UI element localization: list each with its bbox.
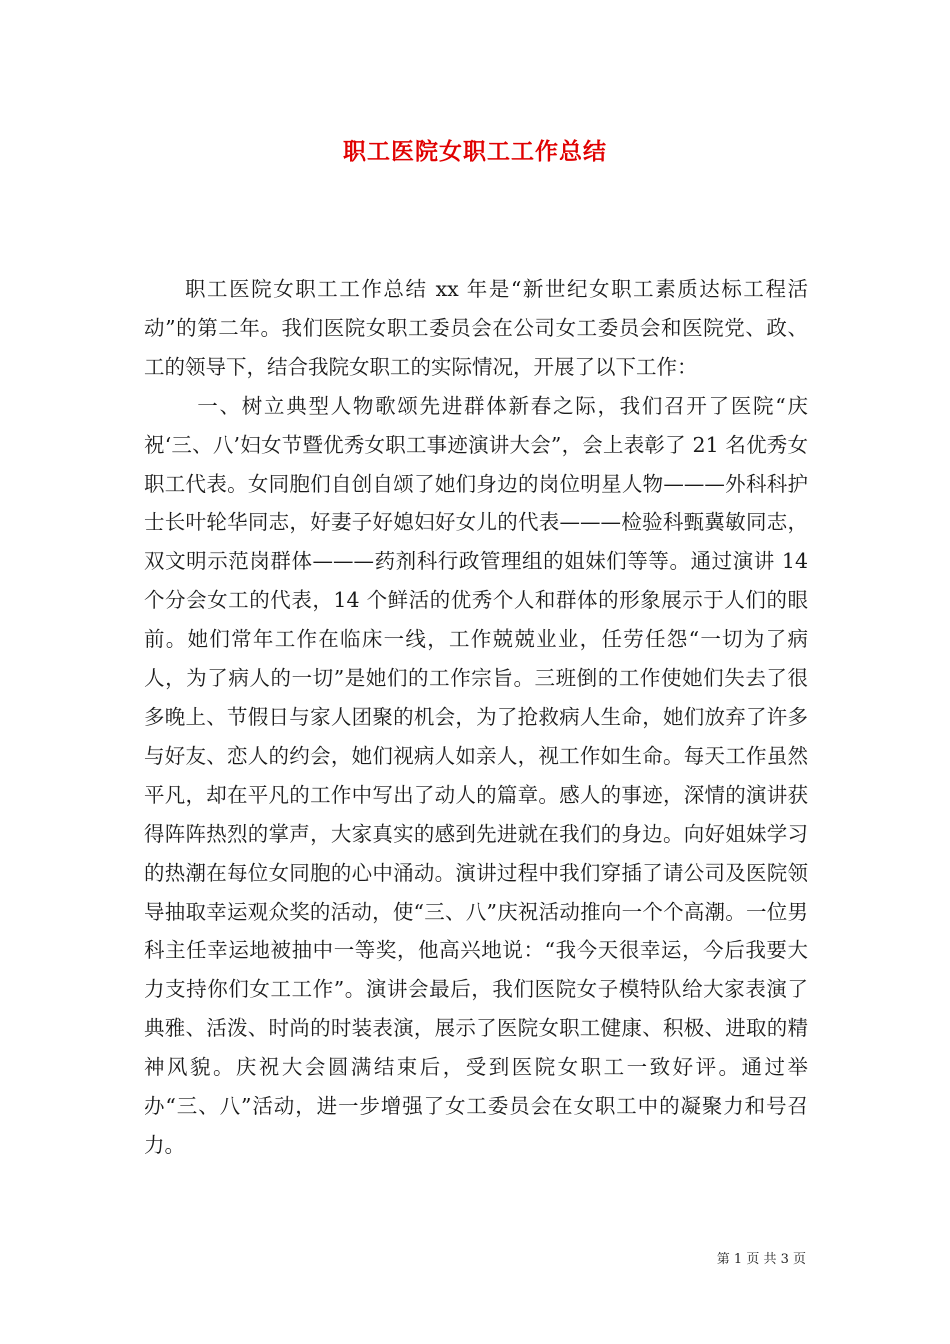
paragraph-intro: 职工医院女职工工作总结 xx 年是“新世纪女职工素质达标工程活动”的第二年。我们医院女职工委员会在公司女工委员会和医院党、政、工的领导下，结合我院女职工的实际情况，开展了以下工作： — [144, 277, 808, 379]
document-body — [144, 270, 808, 1165]
page-number-footer: 第 1 页 共 3 页 — [716, 1252, 806, 1267]
document-title: 职工医院女职工工作总结 — [343, 139, 607, 165]
paragraph-section-1: 一、树立典型人物歌颂先进群体新春之际，我们召开了医院“庆祝‘三、八’妇女节暨优秀女职工事迹演讲大会”，会上表彰了 21 名优秀女职工代表。女同胞们自创自颂了她们身边的岗位明星人物———外科科护士长叶轮华同志，好妻子好媳妇好女儿的代表———检验科甄冀敏同志，双文明示范岗群体———药剂科行政管理组的姐妹们等等。通过演讲 14 个分会女工的代表，14 个鲜活的优秀个人和群体的形象展示于人们的眼前。她们常年工作在临床一线，工作兢兢业业，任劳任怨“一切为了病人，为了病人的一切”是她们的工作宗旨。三班倒的工作使她们失去了很多晚上、节假日与家人团聚的机会，为了抢救病人生命，她们放弃了许多与好友、恋人的约会，她们视病人如亲人，视工作如生命。每天工作虽然平凡，却在平凡的工作中写出了动人的篇章。感人的事迹，深情的演讲获得阵阵热烈的掌声，大家真实的感到先进就在我们的身边。向好姐妹学习的热潮在每位女同胞的心中涌动。演讲过程中我们穿插了请公司及医院领导抽取幸运观众奖的活动，使“三、八”庆祝活动推向一个个高潮。一位男科主任幸运地被抽中一等奖，他高兴地说：“我今天很幸运，今后我要大力支持你们女工工作”。演讲会最后，我们医院女子模特队给大家表演了典雅、活泼、时尚的时装表演，展示了医院女职工健康、积极、进取的精神风貌。庆祝大会圆满结束后，受到医院女职工一致好评。通过举办“三、八”活动，进一步增强了女工委员会在女职工中的凝聚力和号召力。 — [144, 393, 808, 1157]
